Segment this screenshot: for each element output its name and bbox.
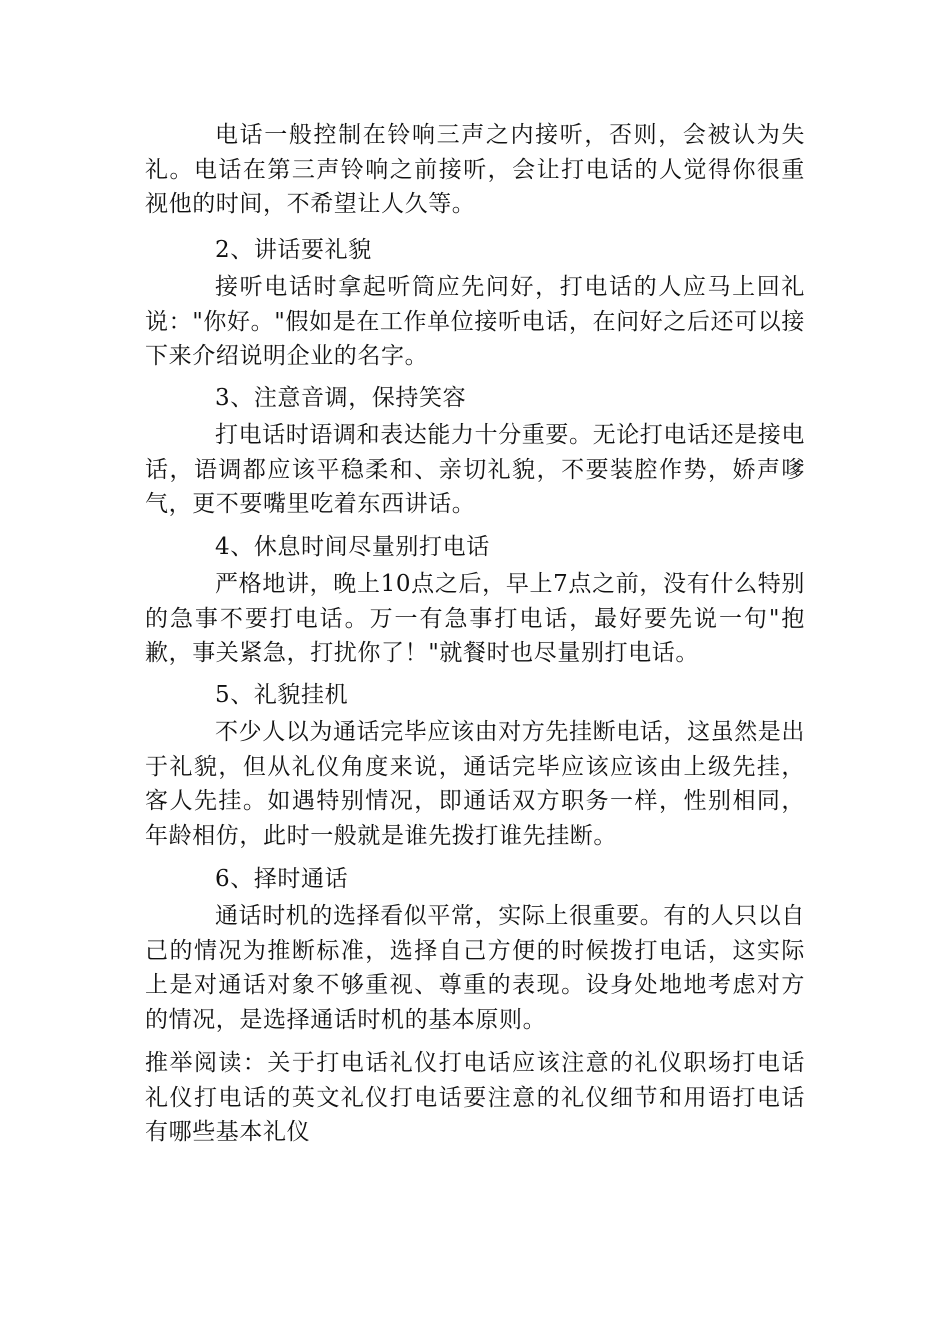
paragraph-tone-smile: 打电话时语调和表达能力十分重要。无论打电话还是接电话，语调都应该平稳柔和、亲切礼貌，不要装腔作势，娇声嗲气，更不要嘴里吃着东西讲话。 bbox=[145, 422, 805, 517]
paragraph-call-timing: 通话时机的选择看似平常，实际上很重要。有的人只以自己的情况为推断标准，选择自己方便的时候拨打电话，这实际上是对通话对象不够重视、尊重的表现。设身处地地考虑对方的情况，是选择通话时机的基本原则。 bbox=[145, 903, 805, 1033]
heading-tone-smile: 3、注意音调，保持笑容 bbox=[215, 385, 467, 411]
heading-hang-up: 5、礼貌挂机 bbox=[215, 682, 349, 708]
paragraph-answer-timing: 电话一般控制在铃响三声之内接听，否则，会被认为失礼。电话在第三声铃响之前接听，会让打电话的人觉得你很重视他的时间，不希望让人久等。 bbox=[145, 122, 805, 217]
paragraph-rest-time: 严格地讲，晚上10点之后，早上7点之前，没有什么特别的急事不要打电话。万一有急事打电话，最好要先说一句"抱歉，事关紧急，打扰你了！"就餐时也尽量别打电话。 bbox=[145, 571, 805, 666]
heading-call-timing: 6、择时通话 bbox=[215, 866, 349, 892]
heading-polite-speech: 2、讲话要礼貌 bbox=[215, 237, 372, 263]
heading-rest-time: 4、休息时间尽量别打电话 bbox=[215, 534, 490, 560]
recommended-reading: 推举阅读：关于打电话礼仪打电话应该注意的礼仪职场打电话礼仪打电话的英文礼仪打电话要注意的礼仪细节和用语打电话有哪些基本礼仪 bbox=[145, 1050, 805, 1145]
paragraph-hang-up: 不少人以为通话完毕应该由对方先挂断电话，这虽然是出于礼貌，但从礼仪角度来说，通话完毕应该应该由上级先挂，客人先挂。如遇特别情况，即通话双方职务一样，性别相同，年龄相仿，此时一般就是谁先拨打谁先挂断。 bbox=[145, 719, 805, 849]
paragraph-polite-speech: 接听电话时拿起听筒应先问好，打电话的人应马上回礼说："你好。"假如是在工作单位接听电话，在问好之后还可以接下来介绍说明企业的名字。 bbox=[145, 274, 805, 369]
